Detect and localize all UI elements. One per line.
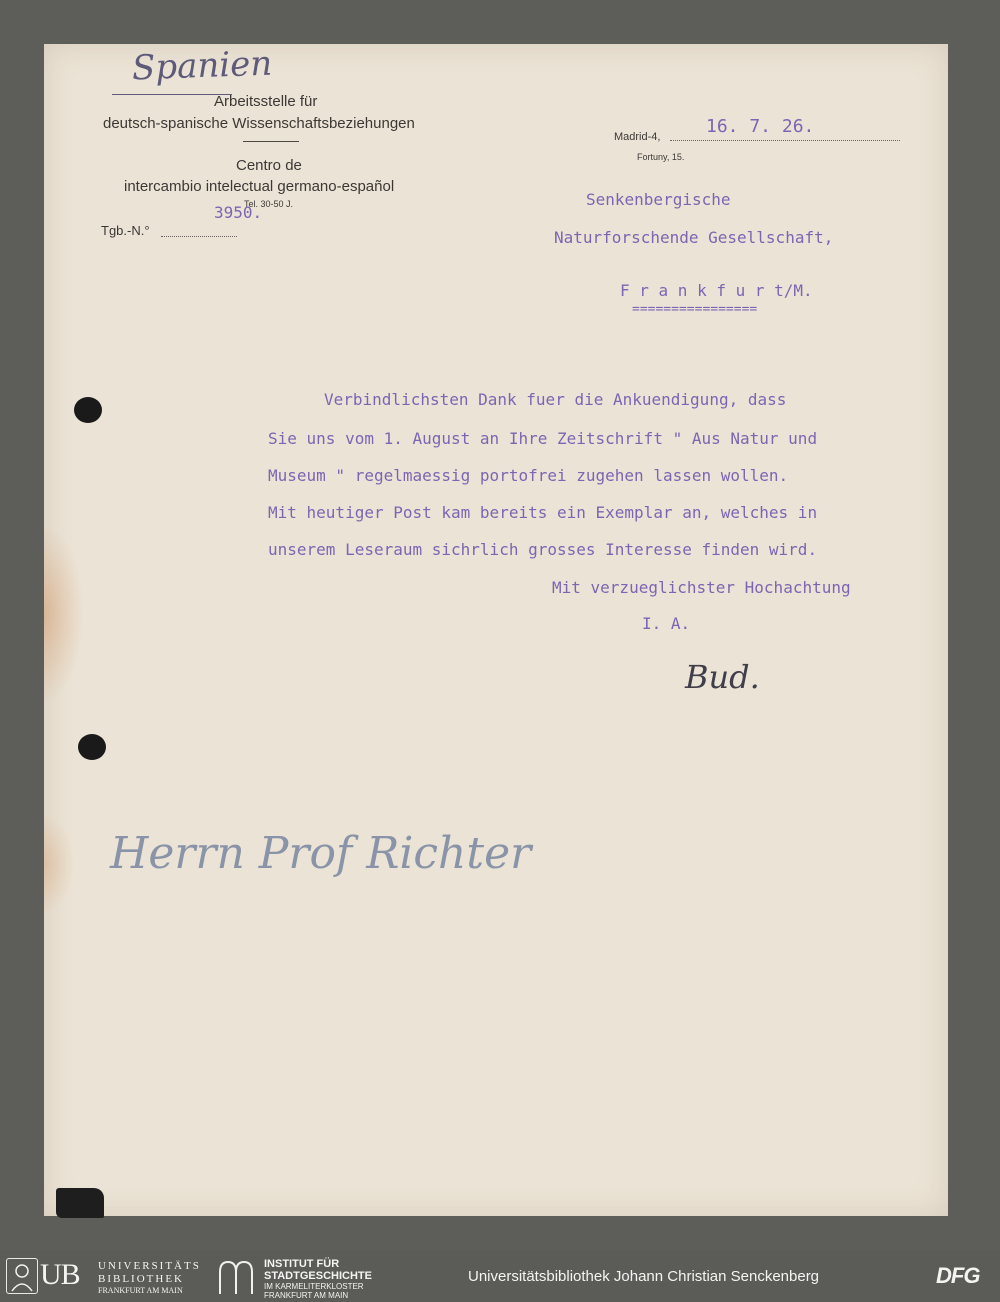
telephone: Tel. 30-50 J. (244, 199, 294, 209)
isg-line3: IM KARMELITERKLOSTER (264, 1282, 364, 1291)
footer-center-text: Universitätsbibliothek Johann Christian Senckenberg (468, 1268, 820, 1285)
rust-stain (44, 524, 84, 704)
street-address: Fortuny, 15. (637, 152, 685, 162)
body-line: Museum " regelmaessig portofrei zugehen lassen wollen. (268, 466, 789, 485)
body-line: Mit heutiger Post kam bereits ein Exemplar an, welches in (268, 503, 818, 522)
ub-line3: FRANKFURT AM MAIN (98, 1286, 183, 1295)
recipient-city: F r a n k f u r t/M. (620, 281, 813, 300)
letterhead-divider (243, 141, 299, 142)
signature: Bud. (685, 658, 760, 696)
handwritten-heading: Spanien (131, 43, 273, 89)
recipient-underline: ================ (632, 302, 758, 317)
footer-bar (0, 1250, 1000, 1302)
punch-hole (74, 397, 102, 423)
body-line: unserem Leseraum sichrlich grosses Interesse finden wird. (268, 540, 818, 559)
rust-stain (44, 814, 74, 914)
org-es-line2: intercambio intelectual germano-español (124, 178, 395, 195)
isg-arches-icon (216, 1258, 256, 1294)
city: Madrid-4, (614, 131, 661, 143)
isg-line4: FRANKFURT AM MAIN (264, 1291, 349, 1300)
ub-line2: BIBLIOTHEK (98, 1273, 184, 1285)
recipient-line1: Senkenbergische (586, 190, 731, 209)
torn-corner (56, 1188, 104, 1218)
body-line: Sie uns vom 1. August an Ihre Zeitschrift " Aus Natur und (268, 429, 818, 448)
journal-label: Tgb.-N.° (101, 223, 150, 238)
org-es-line1: Centro de (236, 157, 302, 174)
isg-line2: STADTGESCHICHTE (264, 1270, 372, 1282)
dfg-logo: DFG (936, 1263, 980, 1288)
ub-portrait-icon (6, 1258, 38, 1294)
isg-line1: INSTITUT FÜR (264, 1258, 340, 1270)
letter-date: 16. 7. 26. (706, 116, 815, 137)
punch-hole (78, 734, 106, 760)
org-de-line1: Arbeitsstelle für (214, 93, 318, 110)
journal-dotted-line (161, 236, 237, 237)
date-dotted-line (670, 140, 900, 141)
journal-number: 3950. (214, 203, 263, 222)
ub-mark: UB (40, 1258, 80, 1291)
closing-line: Mit verzueglichster Hochachtung (552, 578, 851, 597)
letter-sheet (44, 44, 948, 1216)
body-line: Verbindlichsten Dank fuer die Ankuendigung, dass (324, 390, 787, 409)
recipient-line2: Naturforschende Gesellschaft, (554, 228, 834, 247)
im-auftrag: I. A. (642, 614, 691, 633)
org-de-line2: deutsch-spanische Wissenschaftsbeziehungen (103, 115, 415, 132)
pencil-annotation: Herrn Prof Richter (110, 828, 532, 879)
ub-line1: UNIVERSITÄTS (98, 1260, 201, 1272)
